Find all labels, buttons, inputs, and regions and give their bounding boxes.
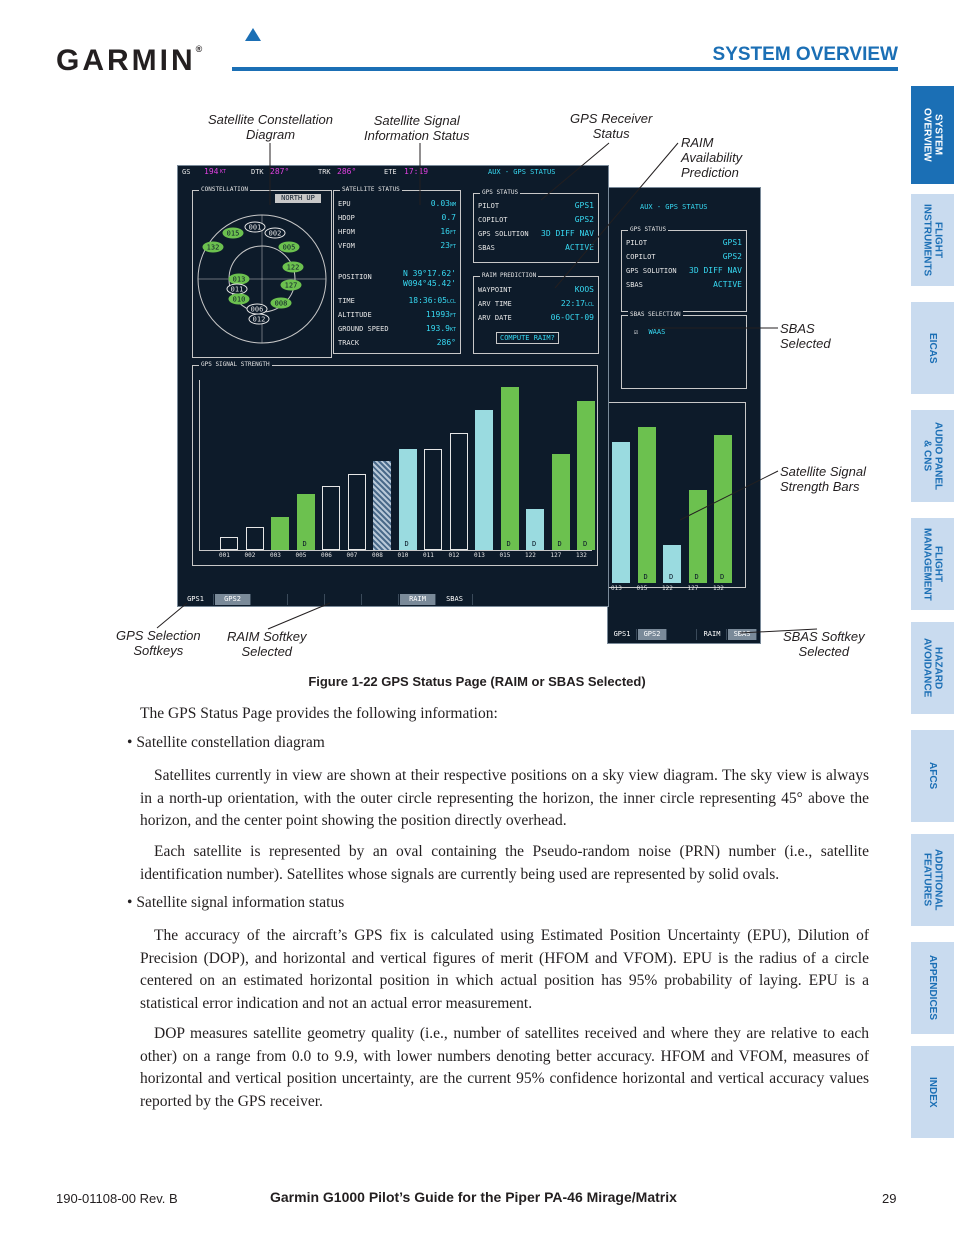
side-tab-9[interactable] [911,1046,954,1138]
row-value-text: KOOS [574,285,594,294]
back-page-title: AUX - GPS STATUS [640,203,708,211]
footer-page-number: 29 [882,1191,897,1206]
satellite-prn-label: 132 [206,243,220,252]
side-tab-label: AUDIO PANEL & CNS [921,421,944,491]
row-value-text: 0.03 [430,199,450,208]
row-value-text: 22:17 [560,299,585,308]
satellite-prn-label: 001 [248,223,262,232]
gps-status-title: GPS STATUS [482,189,519,196]
satellite-prn-label: 002 [268,229,282,238]
row-label: ALTITUDE [338,311,372,319]
row-value-text: 0.7 [441,213,456,222]
row-value-text: 3D DIFF NAV [541,229,594,238]
row-unit: FT [449,313,456,319]
raim-prediction-title: RAIM PREDICTION [482,272,537,279]
satellite-prn-label: 008 [274,299,288,308]
satellite-prn-label: 011 [230,285,244,294]
footer-doc-number: 190-01108-00 Rev. B [56,1191,178,1206]
side-tab-label: ADDITIONAL FEATURES [921,849,944,911]
softkey-gps2[interactable]: GPS2 [215,594,251,605]
prn-label: 122 [662,585,673,592]
softkey-gps1[interactable]: GPS1 [608,629,637,640]
differential-indicator: D [302,540,307,548]
softkey-gps1[interactable]: GPS1 [178,594,214,605]
back-gps-status-title: GPS STATUS [630,226,667,233]
page-title: AUX - GPS STATUS [488,168,556,176]
row-label: SBAS [478,244,495,252]
callout-constellation: Satellite Constellation Diagram [208,112,334,142]
sbas-selection-title: SBAS SELECTION [630,311,681,318]
prn-label: 013 [611,585,622,592]
satellite-status-title: SATELLITE STATUS [342,186,400,193]
prn-label: 015 [499,552,511,559]
differential-indicator: D [557,540,562,548]
logo-text: GARMIN [56,44,196,77]
compute-raim-button[interactable]: COMPUTE RAIM? [496,332,559,344]
row-label: ARV TIME [478,300,512,308]
prn-label: 132 [713,585,724,592]
trk-value: 286° [337,167,357,176]
side-tab-label: SYSTEM OVERVIEW [921,108,944,162]
row-label: COPILOT [478,216,508,224]
row-value-text: 18:36:05 [408,296,447,305]
prn-label: 127 [687,585,699,592]
row-unit: NM [449,202,456,208]
prn-label: 011 [423,552,434,559]
paragraph-4: DOP measures satellite geometry quality (i.e., number of satellites received and where they are relative to each other) on a range from 0.0 to 9.9, with lower numbers denoting better accuracy. HFOM and VFOM, measures of horizontal and vertical position uncertainty, are the current 95% confidence horizontal and vertical accuracy values reported by the GPS receiver. [140,1025,869,1110]
side-tab-label: AFCS [927,762,938,790]
prn-label: 010 [397,552,409,559]
prn-label: 127 [550,552,562,559]
side-tab-8[interactable] [911,942,954,1034]
softkey-raim[interactable]: RAIM [400,594,436,605]
constellation-title: CONSTELLATION [201,186,248,193]
row-label: SBAS [626,281,643,289]
callout-gps-softkeys: GPS Selection Softkeys [116,628,201,658]
bullet-1: • Satellite constellation diagram [127,734,325,751]
prn-label: 001 [219,552,230,559]
row-label: GPS SOLUTION [626,267,677,275]
side-tab-label: FLIGHT MANAGEMENT [921,527,944,601]
row-value-text: ACTIVE [713,280,742,289]
figure-caption: Figure 1-22 GPS Status Page (RAIM or SBAS Selected) [308,674,646,689]
satellite-prn-label: 012 [252,315,266,324]
satellite-prn-label: 015 [226,229,240,238]
trk-label: TRK [318,168,331,176]
north-up-button[interactable]: NORTH UP [275,194,321,203]
gs-value: 194 [204,167,219,176]
prn-label: 007 [346,552,358,559]
callout-sbas-selected: SBAS Selected [780,321,831,351]
row-unit: FT [449,230,456,236]
row-unit: KT [449,327,456,333]
row-value-text: 286° [436,338,456,347]
callout-receiver-status: GPS Receiver Status [570,111,653,141]
prn-label: 012 [448,552,460,559]
side-tab-7[interactable] [911,834,954,926]
row-label: COPILOT [626,253,656,261]
row-value-text: ACTIVE [565,243,594,252]
row-unit: LCL [584,302,594,308]
prn-label: 006 [321,552,332,559]
paragraph-3: The accuracy of the aircraft’s GPS fix is calculated using Estimated Position Uncertainty (EPU), Dilution of Precision (DOP), and horizontal and vertical figures of merit (HFOM and VFOM). EPU is the radius of a circle centered on an estimated horizontal position in which actual position has 95% probability of laying. EPU is a statistical error indication and not an actual error measurement. [140,927,869,1012]
callout-signal-info: Satellite Signal Information Status [364,113,470,143]
row-value-text: 06-OCT-09 [550,313,594,322]
row-value-text: 23 [440,241,450,250]
row-value-text: GPS2 [574,215,594,224]
prn-label: 008 [372,552,383,559]
footer-guide-title: Garmin G1000 Pilot’s Guide for the Piper PA-46 Mirage/Matrix [270,1189,677,1205]
garmin-logo: GARMIN® [56,44,202,78]
row-label: ARV DATE [478,314,512,322]
side-tab-label: EICAS [927,332,938,364]
satellite-prn-label: 005 [282,243,296,252]
callout-raim-softkey: RAIM Softkey Selected [227,629,307,659]
differential-indicator: D [404,540,409,548]
paragraph-1: Satellites currently in view are shown at their respective positions on a sky view diagram. The sky view is always in a north-up orientation, with the outer circle representing the horizon, the inner circle representing 45° above the horizon, and the center point showing the position directly overhead. [140,767,869,829]
row-label: WAYPOINT [478,286,512,294]
dtk-value: 287° [270,167,290,176]
softkey-sbas[interactable]: SBAS [728,629,757,640]
row-unit: LCL [446,299,456,305]
gs-label: GS [182,168,191,176]
callout-strength-bars: Satellite Signal Strength Bars [780,464,866,494]
prn-label: 005 [295,552,307,559]
row-value-text: 11993 [425,310,450,319]
differential-indicator: D [532,540,537,548]
row-label: GPS SOLUTION [478,230,529,238]
position-label: POSITION [338,273,372,281]
side-tab-label: HAZARD AVOIDANCE [921,638,944,698]
differential-indicator: D [669,573,674,581]
softkey-gps2[interactable]: GPS2 [638,629,667,640]
signal-strength-title: GPS SIGNAL STRENGTH [201,361,270,368]
satellite-prn-label: 127 [284,281,298,290]
prn-label: 013 [474,552,485,559]
row-label: HDOP [338,214,355,222]
prn-label: 002 [244,552,256,559]
dtk-label: DTK [251,168,264,176]
row-value-text: 16 [440,227,450,236]
gs-unit: KT [220,169,227,175]
satellite-prn-label: 122 [286,263,300,272]
differential-indicator: D [694,573,699,581]
row-label: TRACK [338,339,360,347]
softkey-raim[interactable]: RAIM [698,629,727,640]
checkbox-checked-icon[interactable]: ☑ [634,328,639,336]
differential-indicator: D [506,540,511,548]
row-label: HFOM [338,228,355,236]
differential-indicator: D [583,540,588,548]
intro-paragraph: The GPS Status Page provides the following information: [140,705,498,722]
bullet-1-text: Satellite constellation diagram [136,734,325,751]
side-tab-label: FLIGHT INSTRUMENTS [921,203,944,277]
side-tab-label: INDEX [927,1076,938,1108]
differential-indicator: D [720,573,725,581]
row-unit: FT [449,244,456,250]
callout-sbas-softkey: SBAS Softkey Selected [783,629,865,659]
prn-label: 003 [270,552,281,559]
prn-label: 132 [576,552,587,559]
row-value-text: GPS1 [722,238,742,247]
satellite-prn-label: 006 [250,305,264,314]
row-label: TIME [338,297,355,305]
position-value: N 39°17.62' W094°45.42' [403,269,456,288]
row-value-text: GPS1 [574,201,594,210]
prn-label: 015 [636,585,648,592]
bullet-2-text: Satellite signal information status [136,894,345,911]
ete-label: ETE [384,168,397,176]
softkey-sbas[interactable]: SBAS [437,594,473,605]
prn-label: 122 [525,552,536,559]
satellite-prn-label: 013 [232,275,246,284]
row-label: PILOT [478,202,500,210]
bullet-2: • Satellite signal information status [127,894,345,911]
sbas-option-label: WAAS [648,328,666,336]
differential-indicator: D [643,573,648,581]
paragraph-2: Each satellite is represented by an oval containing the Pseudo-random noise (PRN) number (i.e., satellite identification number). Satellites whose signals are currently being used are represented by solid ovals. [140,843,869,883]
row-value-text: 193.9 [425,324,450,333]
side-tab-6[interactable] [911,730,954,822]
side-tab-label: APPENDICES [927,955,938,1021]
row-label: PILOT [626,239,648,247]
row-label: EPU [338,200,351,208]
row-label: VFOM [338,242,355,250]
row-label: GROUND SPEED [338,325,389,333]
satellite-prn-label: 010 [232,295,246,304]
section-title: SYSTEM OVERVIEW [712,44,898,65]
ete-value: 17:19 [404,167,429,176]
row-value-text: 3D DIFF NAV [689,266,742,275]
row-value-text: GPS2 [722,252,742,261]
callout-raim-prediction: RAIM Availability Prediction [681,135,743,180]
